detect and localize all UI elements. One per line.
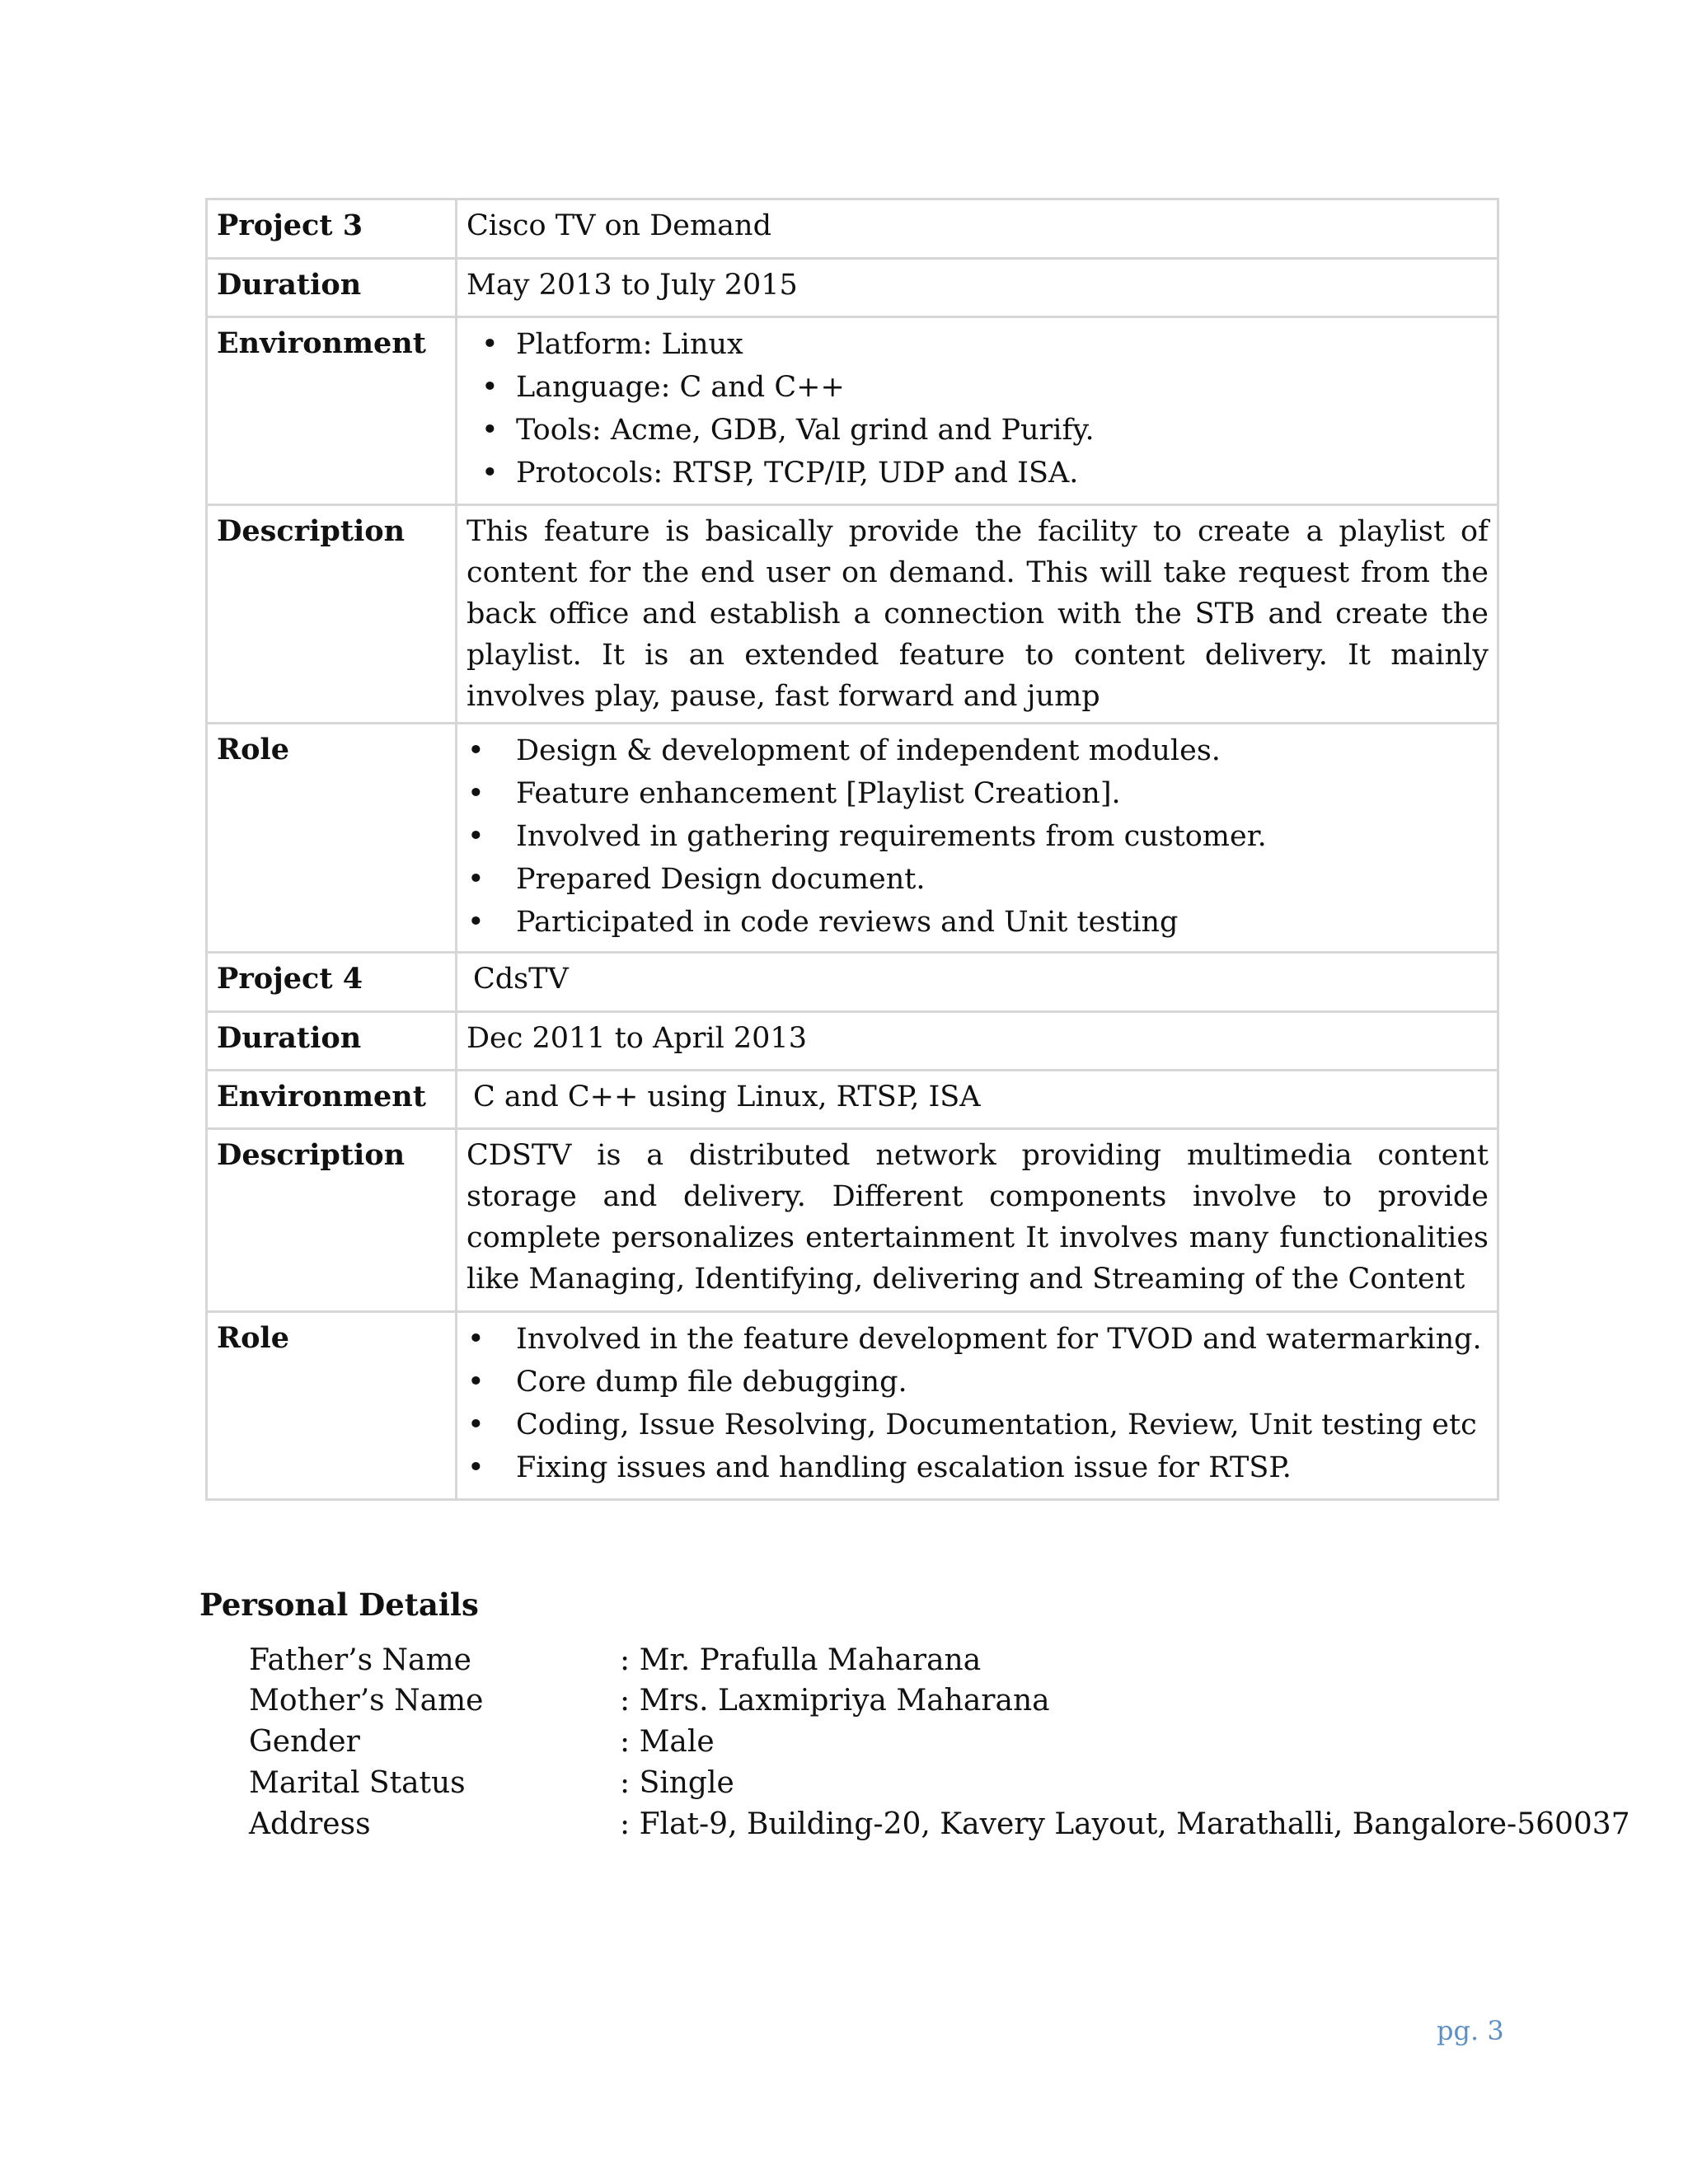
project-row [207, 199, 1498, 259]
project-3-table [205, 198, 1499, 954]
role-value [457, 724, 1498, 953]
detail-value: : Flat-9, Building-20, Kavery Layout, Marathalli, Bangalore-560037 [620, 1807, 1630, 1841]
detail-value: : Mrs. Laxmipriya Maharana [620, 1684, 1050, 1718]
project-name [457, 953, 1498, 1012]
detail-key: Father’s Name [249, 1643, 471, 1677]
project-4-table [205, 951, 1499, 1501]
role-item: • Fixing issues and handling escalation issue for RTSP. [467, 1446, 1489, 1489]
environment-row [207, 1071, 1498, 1129]
project-row [207, 953, 1498, 1012]
role-row [207, 724, 1498, 953]
role-item: • Involved in gathering requirements from customer. [467, 815, 1489, 858]
personal-detail-row [249, 1804, 1630, 1845]
detail-value: : Male [620, 1725, 715, 1759]
description-label: Description [207, 1129, 457, 1312]
environment-label: Environment [207, 317, 457, 505]
personal-detail-row [249, 1722, 1568, 1763]
detail-key: Gender [249, 1725, 360, 1759]
duration-label: Duration [207, 259, 457, 317]
role-item: • Prepared Design document. [467, 858, 1489, 901]
environment-value [457, 1071, 1498, 1129]
description-text: CDSTV is a distributed network providing multimedia content storage and delivery. Different components involve to provide complete personalizes entertainment It involves many functionalities like Managing, Identifying, delivering and Streaming of the Content [457, 1129, 1498, 1312]
duration-row [207, 1012, 1498, 1071]
role-item: • Coding, Issue Resolving, Documentation, Review, Unit testing etc [467, 1404, 1489, 1446]
environment-row [207, 317, 1498, 505]
detail-key: Marital Status [249, 1766, 466, 1800]
personal-detail-row [249, 1640, 1568, 1681]
environment-item: • Language: C and C++ [467, 366, 1489, 409]
description-label: Description [207, 505, 457, 724]
environment-item: • Platform: Linux [467, 323, 1489, 366]
role-label: Role [207, 1312, 457, 1500]
role-label: Role [207, 724, 457, 953]
role-item: • Design & development of independent modules. [467, 729, 1489, 772]
project-name: Cisco TV on Demand [457, 199, 1498, 259]
role-row [207, 1312, 1498, 1500]
role-value [457, 1312, 1498, 1500]
role-item: • Participated in code reviews and Unit testing [467, 901, 1489, 944]
environment-item: • Protocols: RTSP, TCP/IP, UDP and ISA. [467, 452, 1489, 494]
environment-text: C and C++ using Linux, RTSP, ISA [473, 1080, 981, 1113]
role-item: • Core dump file debugging. [467, 1361, 1489, 1404]
environment-label: Environment [207, 1071, 457, 1129]
environment-item: • Tools: Acme, GDB, Val grind and Purify. [467, 409, 1489, 452]
detail-key: Mother’s Name [249, 1684, 484, 1718]
description-row [207, 505, 1498, 724]
duration-row [207, 259, 1498, 317]
duration-label: Duration [207, 1012, 457, 1071]
role-item: • Feature enhancement [Playlist Creation]. [467, 772, 1489, 815]
environment-value [457, 317, 1498, 505]
duration-value: May 2013 to July 2015 [457, 259, 1498, 317]
detail-key: Address [249, 1807, 371, 1841]
duration-value: Dec 2011 to April 2013 [457, 1012, 1498, 1071]
personal-details-heading: Personal Details [199, 1586, 479, 1623]
environment-list [467, 323, 1489, 494]
detail-value: : Single [620, 1766, 734, 1800]
page-number: pg. 3 [1437, 2015, 1504, 2046]
role-list [467, 1318, 1489, 1489]
role-item: • Involved in the feature development for TVOD and watermarking. [467, 1318, 1489, 1361]
detail-value: : Mr. Prafulla Maharana [620, 1643, 982, 1677]
project-name-text: CdsTV [473, 963, 569, 996]
project-label: Project 3 [207, 199, 457, 259]
role-list [467, 729, 1489, 944]
personal-detail-row [249, 1680, 1568, 1722]
description-text: This feature is basically provide the facility to create a playlist of content for the end user on demand. This will take request from the back office and establish a connection with the STB and create the playlist. It is an extended feature to content delivery. It mainly involves play, pause, fast forward and jump [457, 505, 1498, 724]
description-row [207, 1129, 1498, 1312]
project-label: Project 4 [207, 953, 457, 1012]
personal-detail-row [249, 1763, 1568, 1804]
